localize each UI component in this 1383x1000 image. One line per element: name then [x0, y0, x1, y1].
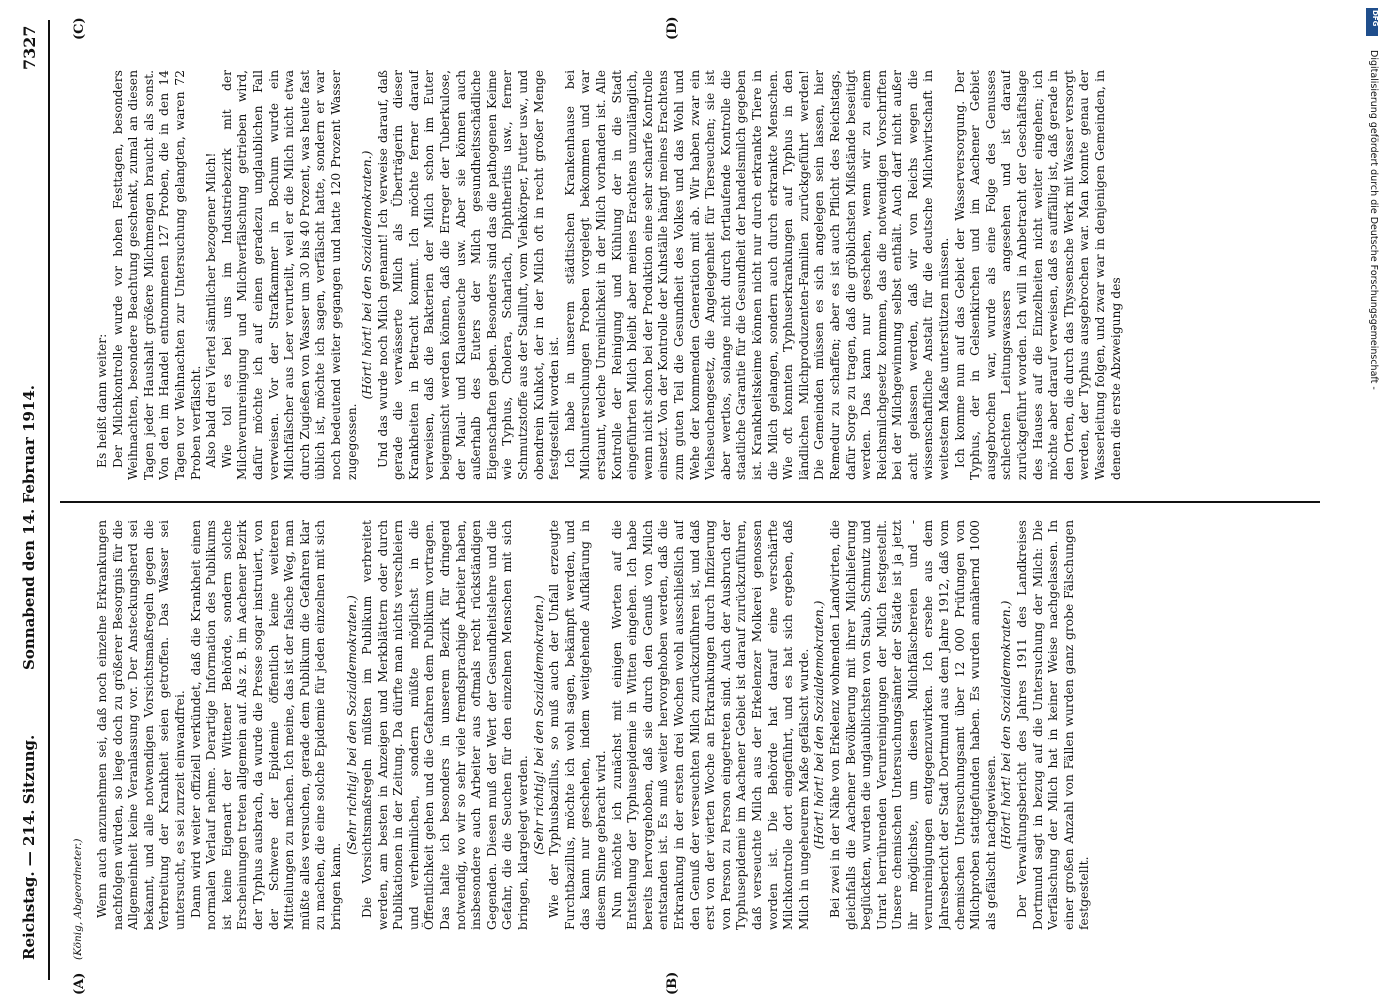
speaker-note: (König, Abgeordneter.)	[72, 838, 84, 960]
margin-marker-a: (A)	[72, 972, 87, 995]
paragraph: (Hört! hört! bei den Sozialdemokraten.)	[999, 600, 1014, 850]
header-center: Sonnabend den 14. Februar 1914.	[20, 385, 38, 670]
header-left: Reichstag. — 214. Sitzung.	[20, 734, 38, 960]
margin-marker-b: (B)	[665, 971, 680, 995]
margin-marker-c: (C)	[72, 17, 87, 40]
paragraph: (Hört! hört! bei den Sozialdemokraten.)	[360, 150, 375, 400]
paragraph: (Sehr richtig! bei den Sozialdemokraten.)	[344, 595, 359, 855]
paragraph: (Sehr richtig! bei den Sozialdemokraten.)	[531, 595, 546, 855]
paragraph: Wie der Typhusbazillus, so muß auch der Unfall erzeugte Furchtbazillus, möchte ich wohl sagen, bekämpft werden, und das kann nur geschehen, indem weitgehende Aufklärung in diesem Sinne gebracht wird.	[547, 520, 608, 930]
right-column	[95, 70, 1325, 480]
paragraph: Dann wird weiter offiziell verkündet, daß die Krankheit einen normalen Verlauf nehme. Derartige Information des Publikums ist keine Eigenart der Wittener Behörde, sondern solche Erscheinungen treten allgemein auf. Als z. B. im Aachener Bezirk der Typhus ausbrach, da wurde die Presse sogar instruiert, von der Schwere der Epidemie öffentlich keine weiteren Mitteilungen zu machen. Ich meine, das ist der falsche Weg, man müßte alles versuchen, gerade dem Publikum die Gefahren klar zu machen, die eine solche Epidemie für jeden einzelnen mit sich bringen kann.	[188, 520, 343, 930]
paragraph: Und das wurde noch Milch genannt! Ich verweise darauf, daß gerade die verwässerte Milch als Überträgerin dieser Krankheiten in Betracht kommt. Ich möchte ferner darauf verweisen, daß die Bakterien der Milch schon im Euter beigemischt werden können, daß die Erreger der Tuberkulose, der Maul- und Klauenseuche usw. Aber sie können auch außerhalb des Euters der Milch gesundheitsschädliche Eigenschaften geben. Besonders sind das die pathogenen Keime wie Typhus, Cholera, Scharlach, Diphtheritis usw., ferner Schmutzstoffe aus der Stallluft, vom Viehkörper, Futter usw., und obendrein Kuhkot, der in der Milch oft in recht großer Menge festgestellt worden ist.	[375, 70, 562, 480]
paragraph: Wie toll es bei uns im Industriebezirk mit der Milchverunreinigung und Milchverfälschung getrieben wird, dafür möchte ich auf einen geradezu unglaublichen Fall verweisen. Vor der Strafkammer in Bochum wurde ein Milchfälscher aus Leer verurteilt, weil er die Milch nicht etwa durch Zugießen von Wasser um 30 bis 40 Prozent, was heute fast üblich ist, möchte ich sagen, verfälscht hatte, sondern er war noch bedeutend weiter gegangen und hatte 120 Prozent Wasser zugegossen.	[219, 70, 359, 480]
header-rule	[48, 20, 50, 980]
digitization-credit	[1363, 10, 1377, 990]
margin-marker-d: (D)	[665, 16, 680, 40]
left-column	[95, 520, 1325, 930]
paragraph: Ich komme nun auf das Gebiet der Wasserversorgung. Der Typhus, der in Gelsenkirchen und im Aachener Gebiet ausgebrochen war, wurde als eine Folge des Genusses schlechten Leitungswassers angesehen und ist darauf zurückgeführt worden. Ich will in Anbetracht der Geschäftslage des Hauses auf die Einzelheiten nicht weiter eingehen; ich möchte aber darauf verweisen, daß es auffällig ist, daß gerade in den Orten, die durch das Thyssensche Werk mit Wasser versorgt werden, der Typhus ausgebrochen war. Man konnte genau der Wasserleitung folgen, und zwar war in denjenigen Gemeinden, in denen die erste Abzweigung des	[952, 70, 1123, 480]
paragraph: Ich habe in unserem städtischen Krankenhause bei Milchuntersuchungen Proben vorgelegt bekommen und war erstaunt, welche Unreinlichkeit in der Milch vorhanden ist. Alle Kontrolle der Reinigung und Kühlung der in die Stadt eingeführten Milch bleibt aber meines Erachtens unzulänglich, wenn nicht schon bei der Produktion eine sehr scharfe Kontrolle einsetzt. Von der Kontrolle der Kuhställe hängt meines Erachtens zum guten Teil die Gesundheit des Volkes und das Wohl und Wehe der kommenden Generation mit ab. Wir haben zwar ein Viehseuchengesetz, die Angelegenheit für Tierseuchen; sie ist aber wertlos, solange nicht durch fortlaufende Kontrolle die staatliche Garantie für die Gesundheit der handelsmilch gegeben ist. Krankheitskeime können nicht nur durch erkrankte Tiere in die Milch gelangen, sondern auch durch erkrankte Menschen. Wie oft konnten Typhuserkrankungen auf Typhus in den ländlichen Milchproduzenten-Familien zurückgeführt werden! Die Gemeinden müssen es sich angelegen sein lassen, hier Remedur zu schaffen; aber es ist auch Pflicht des Reichstags, dafür Sorge zu tragen, daß die gröblichsten Mißstände beseitigt werden. Das kann nur geschehen, wenn wir zu einem Reichsmilchgesetz kommen, das die notwendigen Vorschriften bei der Milchgewinnung selbst enthält. Auch darf nicht außer acht gelassen werden, daß wir von Reichs wegen die wissenschaftliche Anstalt für die deutsche Milchwirtschaft in weitestem Maße unterstützen müssen.	[562, 70, 952, 480]
paragraph: Es heißt dann weiter:	[95, 333, 109, 468]
paragraph: Der Verwaltungsbericht des Jahres 1911 des Landkreises Dortmund sagt in bezug auf die Untersuchung der Milch: Die Verfälschung der Milch hat in keiner Weise nachgelassen. In einer großen Anzahl von Fällen wurden ganz grobe Fälschungen festgestellt.	[1015, 520, 1092, 930]
paragraph: (Hört! hört! bei den Sozialdemokraten.)	[812, 600, 827, 850]
column-divider	[60, 502, 1320, 504]
paragraph: Der Milchkontrolle wurde vor hohen Festtagen, besonders Weihnachten, besondere Beachtung geschenkt, zumal an diesen Tagen jeder Haushalt größere Milchmengen braucht als sonst. Von den im Handel entnommenen 127 Proben, die in den 14 Tagen vor Weihnachten zur Untersuchung gelangten, waren 72 Proben verfälscht.	[110, 70, 203, 480]
credit-text: Digitalisierung gefördert durch die Deutsche Forschungsgemeinschaft -	[1368, 50, 1379, 390]
page-number: 7327	[20, 25, 39, 70]
paragraph: Die Vorsichtsmaßregeln müßten im Publikum verbreitet werden, am besten in Anzeigen und Merkblättern oder durch Publikationen in der Zeitung. Da dürfte man nichts verschleiern und verheimlichen, sondern müßte möglichst in die Öffentlichkeit gehen und die Gefahren dem Publikum vortragen. Das halte ich besonders in unserem Bezirk für dringend notwendig, wo wir so sehr viele fremdsprachige Arbeiter haben, insbesondere auch Arbeiter aus oftmals recht rückständigen Gegenden. Diesen muß der Wert der Gesundheitslehre und die Gefahr, die die Seuchen für den einzelnen Menschen mit sich bringen, klargelegt werden.	[360, 520, 531, 930]
paragraph: Bei zwei in der Nähe von Erkelenz wohnenden Landwirten, die gleichfalls die Aachener Bevölkerung mit ihrer Milchlieferung beglückten, wurden die unglaublichsten von Staub, Schmutz und Unrat herrührenden Verunreinigungen der Milch festgestellt. Unsere chemischen Untersuchungsämter der Städte ist ja jetzt ihr möglichste, um diesen Milchfälschereien und -verunreinigungen entgegenzuwirken. Ich ersehe aus dem Jahresbericht der Stadt Dortmund aus dem Jahre 1912, daß vom chemischen Untersuchungsamt über 12 000 Prüfungen von Milchproben stattgefunden haben. Es wurden annähernd 1000 als gefälscht nachgewiesen.	[827, 520, 998, 930]
paragraph: Wenn auch anzunehmen sei, daß noch einzelne Erkrankungen nachfolgen würden, so liege doch zu größerer Besorgnis für die Allgemeinheit keine Veranlassung vor. Der Ansteckungsherd sei bekannt, und alle notwendigen Vorsichtsmaßregeln gegen die Verbreitung der Krankheit seien getroffen. Das Wasser sei untersucht, es sei zurzeit einwandfrei.	[95, 520, 187, 930]
paragraph: Nun möchte ich zunächst mit einigen Worten auf die Entstehung der Typhusepidemie in Witten eingehen. Ich habe bereits hervorgehoben, daß sie durch den Genuß von Milch entstanden ist. Es muß weiter hervorgehoben werden, daß die Erkrankung in der ersten drei Wochen wohl ausschließlich auf den Genuß der verseuchten Milch zurückzuführen ist, und daß erst von der vierten Woche an Erkrankungen durch Infizierung von Person zu Person eingetreten sind. Auch der Ausbruch der Typhusepidemie im Aachener Gebiet ist darauf zurückzuführen, daß verseuchte Milch aus der Erkelenzer Molkerei genossen worden ist. Die Behörde hat darauf eine verschärfte Milchkontrolle dort eingeführt, und es hat sich ergeben, daß Milch in ungeheurem Maße gefälscht wurde.	[609, 520, 811, 930]
paragraph: Also bald drei Viertel sämtlicher bezogener Milch!	[204, 152, 219, 468]
dfg-logo: DFG	[1366, 8, 1378, 36]
